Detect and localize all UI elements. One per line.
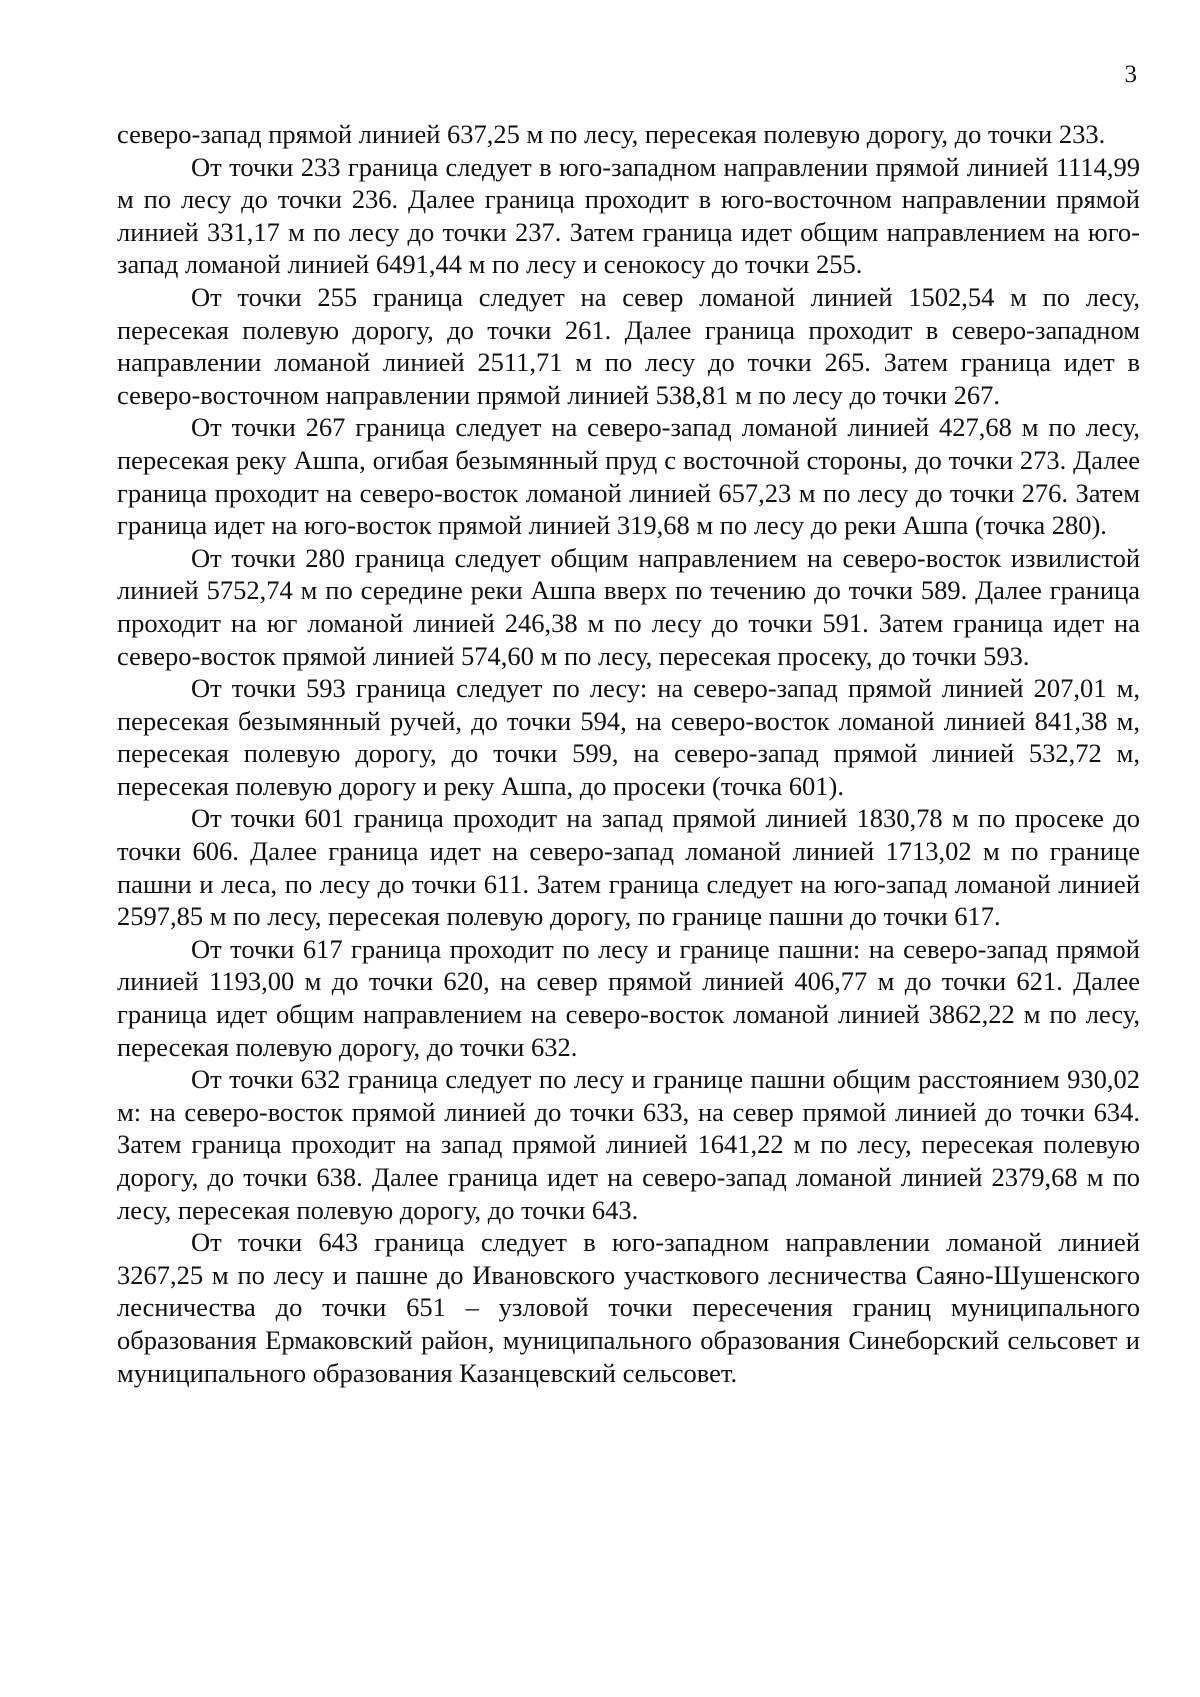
page-number: 3	[1124, 61, 1137, 88]
paragraph: От точки 255 граница следует на север ломаной линией 1502,54 м по лесу, пересекая полевую дорогу, до точки 261. Далее граница проходит в северо-западном направлении ломаной линией 2511,71 м по лесу до точки 265. Затем граница идет в северо-восточном направлении прямой линией 538,81 м по лесу до точки 267.	[117, 281, 1140, 410]
paragraph: От точки 267 граница следует на северо-запад ломаной линией 427,68 м по лесу, пересекая реку Ашпа, огибая безымянный пруд с восточной стороны, до точки 273. Далее граница проходит на северо-восток ломаной линией 657,23 м по лесу до точки 276. Затем граница идет на юго-восток прямой линией 319,68 м по лесу до реки Ашпа (точка 280).	[117, 412, 1140, 541]
paragraph: От точки 617 граница проходит по лесу и границе пашни: на северо-запад прямой линией 1193,00 м до точки 620, на север прямой линией 406,77 м до точки 621. Далее граница идет общим направлением на северо-восток ломаной линией 3862,22 м по лесу, пересекая полевую дорогу, до точки 632.	[117, 933, 1140, 1062]
paragraph: От точки 632 граница следует по лесу и границе пашни общим расстоянием 930,02 м: на северо-восток прямой линией до точки 633, на север прямой линией до точки 634. Затем граница проходит на запад прямой линией 1641,22 м по лесу, пересекая полевую дорогу, до точки 638. Далее граница идет на северо-запад ломаной линией 2379,68 м по лесу, пересекая полевую дорогу, до точки 643.	[117, 1064, 1140, 1225]
paragraph: От точки 233 граница следует в юго-западном направлении прямой линией 1114,99 м по лесу до точки 236. Далее граница проходит в юго-восточном направлении прямой линией 331,17 м по лесу до точки 237. Затем граница идет общим направлением на юго-запад ломаной линией 6491,44 м по лесу и сенокосу до точки 255.	[117, 151, 1140, 280]
paragraph: От точки 643 граница следует в юго-западном направлении ломаной линией 3267,25 м по лесу и пашне до Ивановского участкового лесничества Саяно-Шушенского лесничества до точки 651 – узловой точки пересечения границ муниципального образования Ермаковский район, муниципального образования Синеборский сельсовет и муниципального образования Казанцевский сельсовет.	[117, 1227, 1140, 1388]
paragraph: От точки 280 граница следует общим направлением на северо-восток извилистой линией 5752,74 м по середине реки Ашпа вверх по течению до точки 589. Далее граница проходит на юг ломаной линией 246,38 м по лесу до точки 591. Затем граница идет на северо-восток прямой линией 574,60 м по лесу, пересекая просеку, до точки 593.	[117, 542, 1140, 671]
paragraph: северо-запад прямой линией 637,25 м по лесу, пересекая полевую дорогу, до точки 233.	[117, 119, 1106, 149]
paragraph: От точки 593 граница следует по лесу: на северо-запад прямой линией 207,01 м, пересекая безымянный ручей, до точки 594, на северо-восток ломаной линией 841,38 м, пересекая полевую дорогу, до точки 599, на северо-запад прямой линией 532,72 м, пересекая полевую дорогу и реку Ашпа, до просеки (точка 601).	[117, 673, 1140, 801]
document-body	[117, 118, 1140, 1389]
paragraph: От точки 601 граница проходит на запад прямой линией 1830,78 м по просеке до точки 606. Далее граница идет на северо-запад ломаной линией 1713,02 м по границе пашни и леса, по лесу до точки 611. Затем граница следует на юго-запад ломаной линией 2597,85 м по лесу, пересекая полевую дорогу, по границе пашни до точки 617.	[117, 803, 1140, 932]
